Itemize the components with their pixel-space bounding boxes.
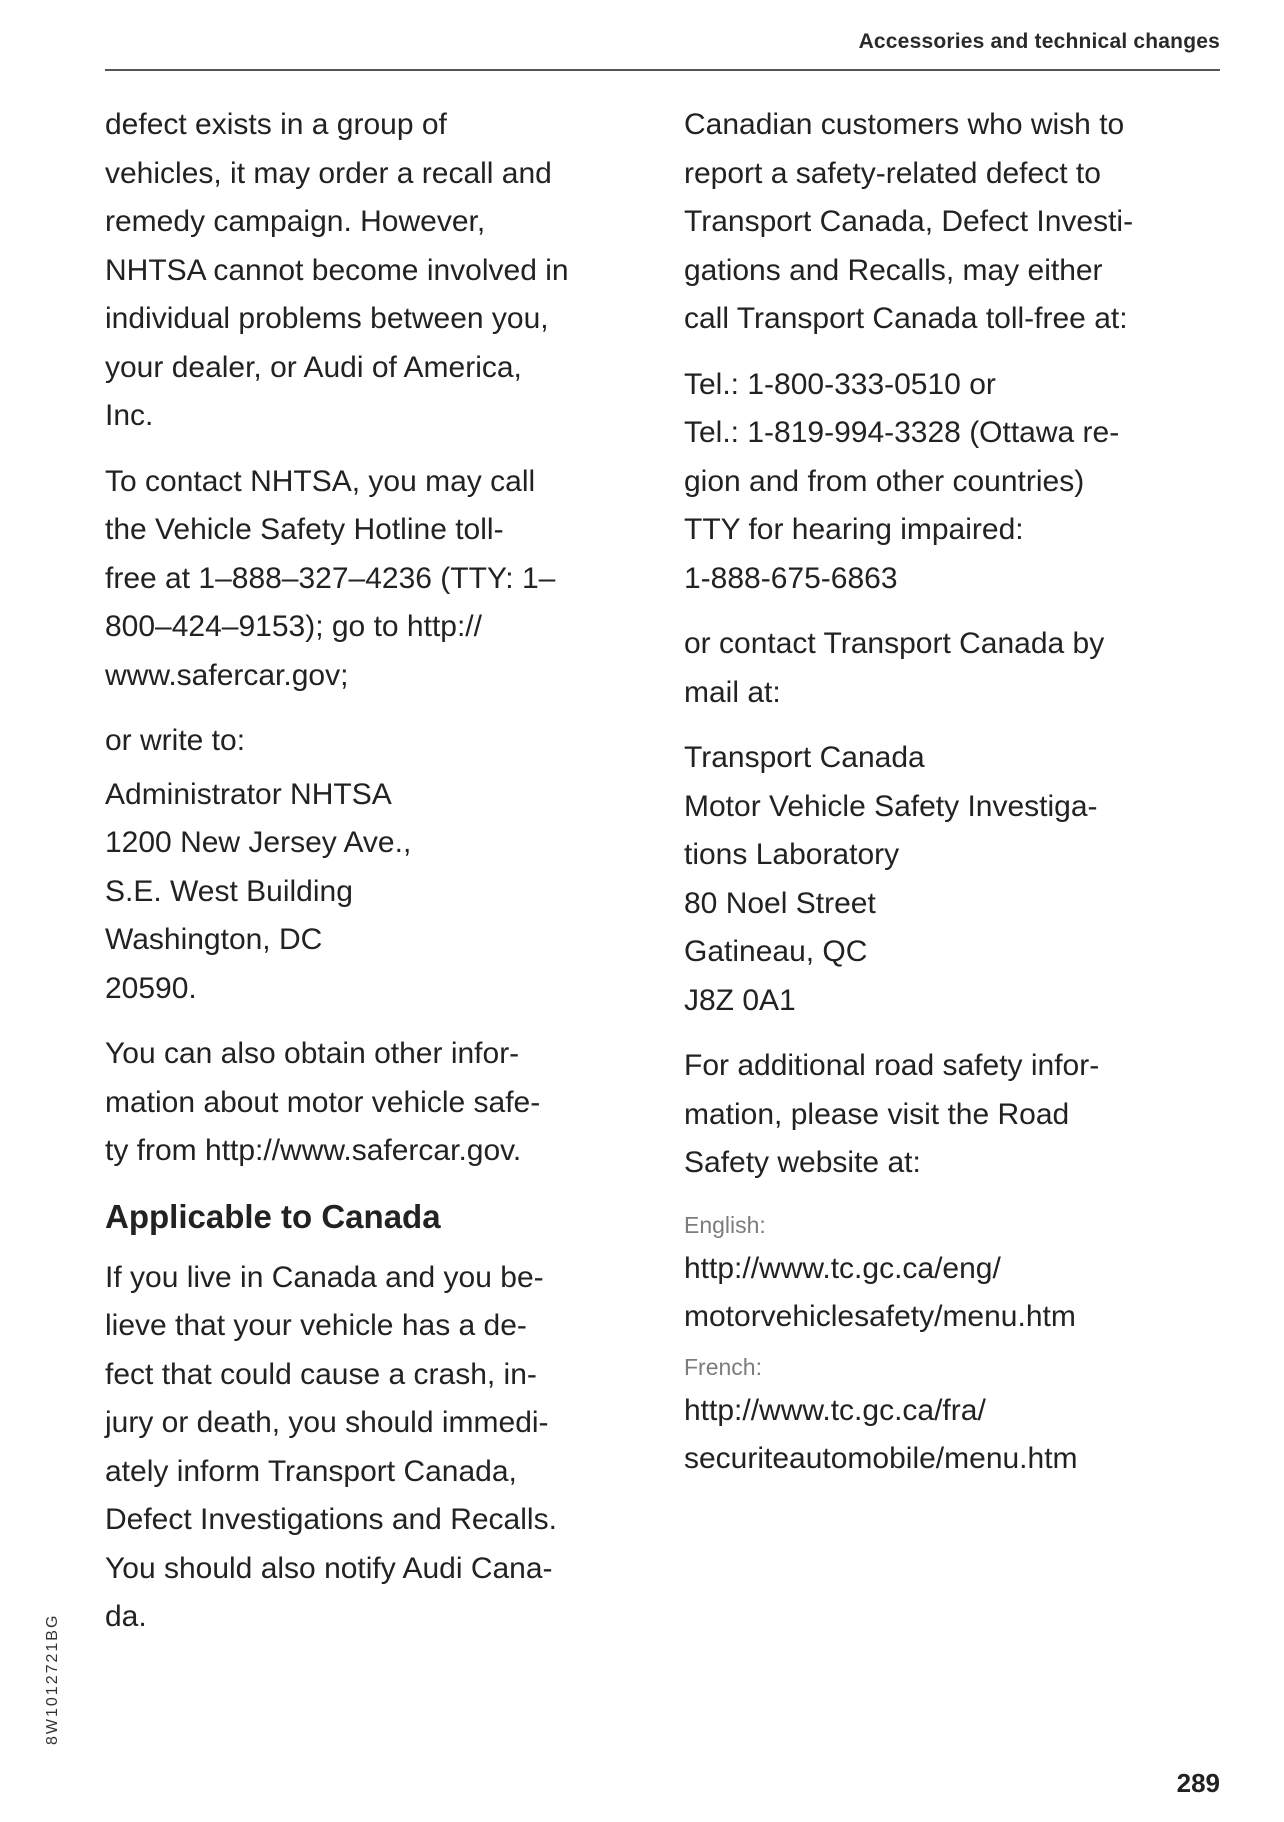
text-line: Tel.: 1-800-333-0510 or — [684, 367, 996, 401]
text-line: defect exists in a group of — [105, 108, 447, 141]
language-label: English: — [684, 1211, 766, 1238]
text-line: remedy campaign. However, — [105, 205, 486, 238]
text-line: Motor Vehicle Safety Investiga- — [684, 789, 1098, 823]
text-line: jury or death, you should immedi- — [105, 1406, 549, 1439]
page-number: 289 — [1176, 1768, 1220, 1798]
text-line: J8Z 0A1 — [684, 983, 796, 1017]
paragraph — [105, 771, 645, 1014]
left-column — [105, 101, 645, 1659]
text-line: motorvehiclesafety/menu.htm — [684, 1300, 1076, 1333]
running-header: Accessories and technical changes — [858, 30, 1220, 53]
paragraph — [684, 734, 1224, 1025]
website-url[interactable] — [684, 1245, 1224, 1342]
paragraph — [105, 458, 645, 701]
text-line: TTY for hearing impaired: — [684, 513, 1024, 546]
text-line: gion and from other countries) — [684, 464, 1085, 498]
text-line: or contact Transport Canada by — [684, 627, 1105, 660]
right-column — [684, 101, 1224, 1489]
text-line: 20590. — [105, 971, 197, 1005]
document-code: 8W1012721BG — [44, 1613, 61, 1745]
text-line: ately inform Transport Canada, — [105, 1454, 517, 1488]
text-line: If you live in Canada and you be- — [105, 1260, 544, 1294]
text-line: da. — [105, 1600, 147, 1633]
text-line: Transport Canada, Defect Investi- — [684, 205, 1134, 238]
paragraph — [684, 1042, 1224, 1188]
paragraph — [684, 361, 1224, 604]
text-line: Washington, DC — [105, 923, 323, 956]
text-line: individual problems between you, — [105, 302, 549, 335]
text-line: NHTSA cannot become involved in — [105, 253, 569, 287]
text-line: You should also notify Audi Cana- — [105, 1551, 553, 1585]
text-line: fect that could cause a crash, in- — [105, 1357, 537, 1391]
text-line: free at 1–888–327–4236 (TTY: 1– — [105, 561, 556, 595]
text-line: http://www.tc.gc.ca/eng/ — [684, 1251, 1001, 1285]
text-line: Defect Investigations and Recalls. — [105, 1503, 557, 1536]
text-line: Transport Canada — [684, 741, 925, 774]
text-line: 1200 New Jersey Ave., — [105, 826, 412, 859]
text-line: mation, please visit the Road — [684, 1097, 1070, 1131]
text-line: or write to: — [105, 724, 246, 757]
text-line: Gatineau, QC — [684, 935, 868, 968]
text-line: tions Laboratory — [684, 838, 900, 871]
text-line: To contact NHTSA, you may call — [105, 464, 536, 498]
text-line: Tel.: 1-819-994-3328 (Ottawa re- — [684, 416, 1120, 449]
text-line: www.safercar.gov; — [105, 658, 349, 692]
text-line: mation about motor vehicle safe- — [105, 1085, 541, 1119]
text-line: 800–424–9153); go to http:// — [105, 610, 482, 643]
paragraph — [684, 620, 1224, 717]
paragraph — [105, 101, 645, 441]
text-line: 80 Noel Street — [684, 886, 876, 920]
text-line: securiteautomobile/menu.htm — [684, 1442, 1078, 1475]
text-line: Administrator NHTSA — [105, 777, 392, 811]
text-line: your dealer, or Audi of America, — [105, 350, 522, 384]
text-line: You can also obtain other infor- — [105, 1037, 520, 1070]
text-line: For additional road safety infor- — [684, 1049, 1100, 1082]
paragraph — [105, 717, 645, 766]
website-url[interactable] — [684, 1387, 1224, 1484]
text-line: Safety website at: — [684, 1146, 921, 1179]
text-line: vehicles, it may order a recall and — [105, 156, 552, 190]
text-line: mail at: — [684, 675, 781, 709]
section-heading: Applicable to Canada — [105, 1197, 441, 1235]
text-line: Inc. — [105, 399, 154, 432]
text-line: the Vehicle Safety Hotline toll- — [105, 513, 504, 546]
text-line: report a safety-related defect to — [684, 156, 1101, 190]
text-line: ty from http://www.safercar.gov. — [105, 1134, 522, 1167]
text-line: gations and Recalls, may either — [684, 253, 1103, 287]
paragraph — [105, 1030, 645, 1176]
text-line: S.E. West Building — [105, 874, 353, 908]
header-rule — [105, 69, 1220, 71]
text-line: 1-888-675-6863 — [684, 561, 898, 595]
paragraph — [684, 101, 1224, 344]
text-line: lieve that your vehicle has a de- — [105, 1309, 527, 1342]
language-label: French: — [684, 1353, 762, 1380]
text-line: http://www.tc.gc.ca/fra/ — [684, 1393, 986, 1427]
text-line: call Transport Canada toll-free at: — [684, 302, 1128, 335]
text-line: Canadian customers who wish to — [684, 108, 1125, 141]
paragraph — [105, 1254, 645, 1642]
